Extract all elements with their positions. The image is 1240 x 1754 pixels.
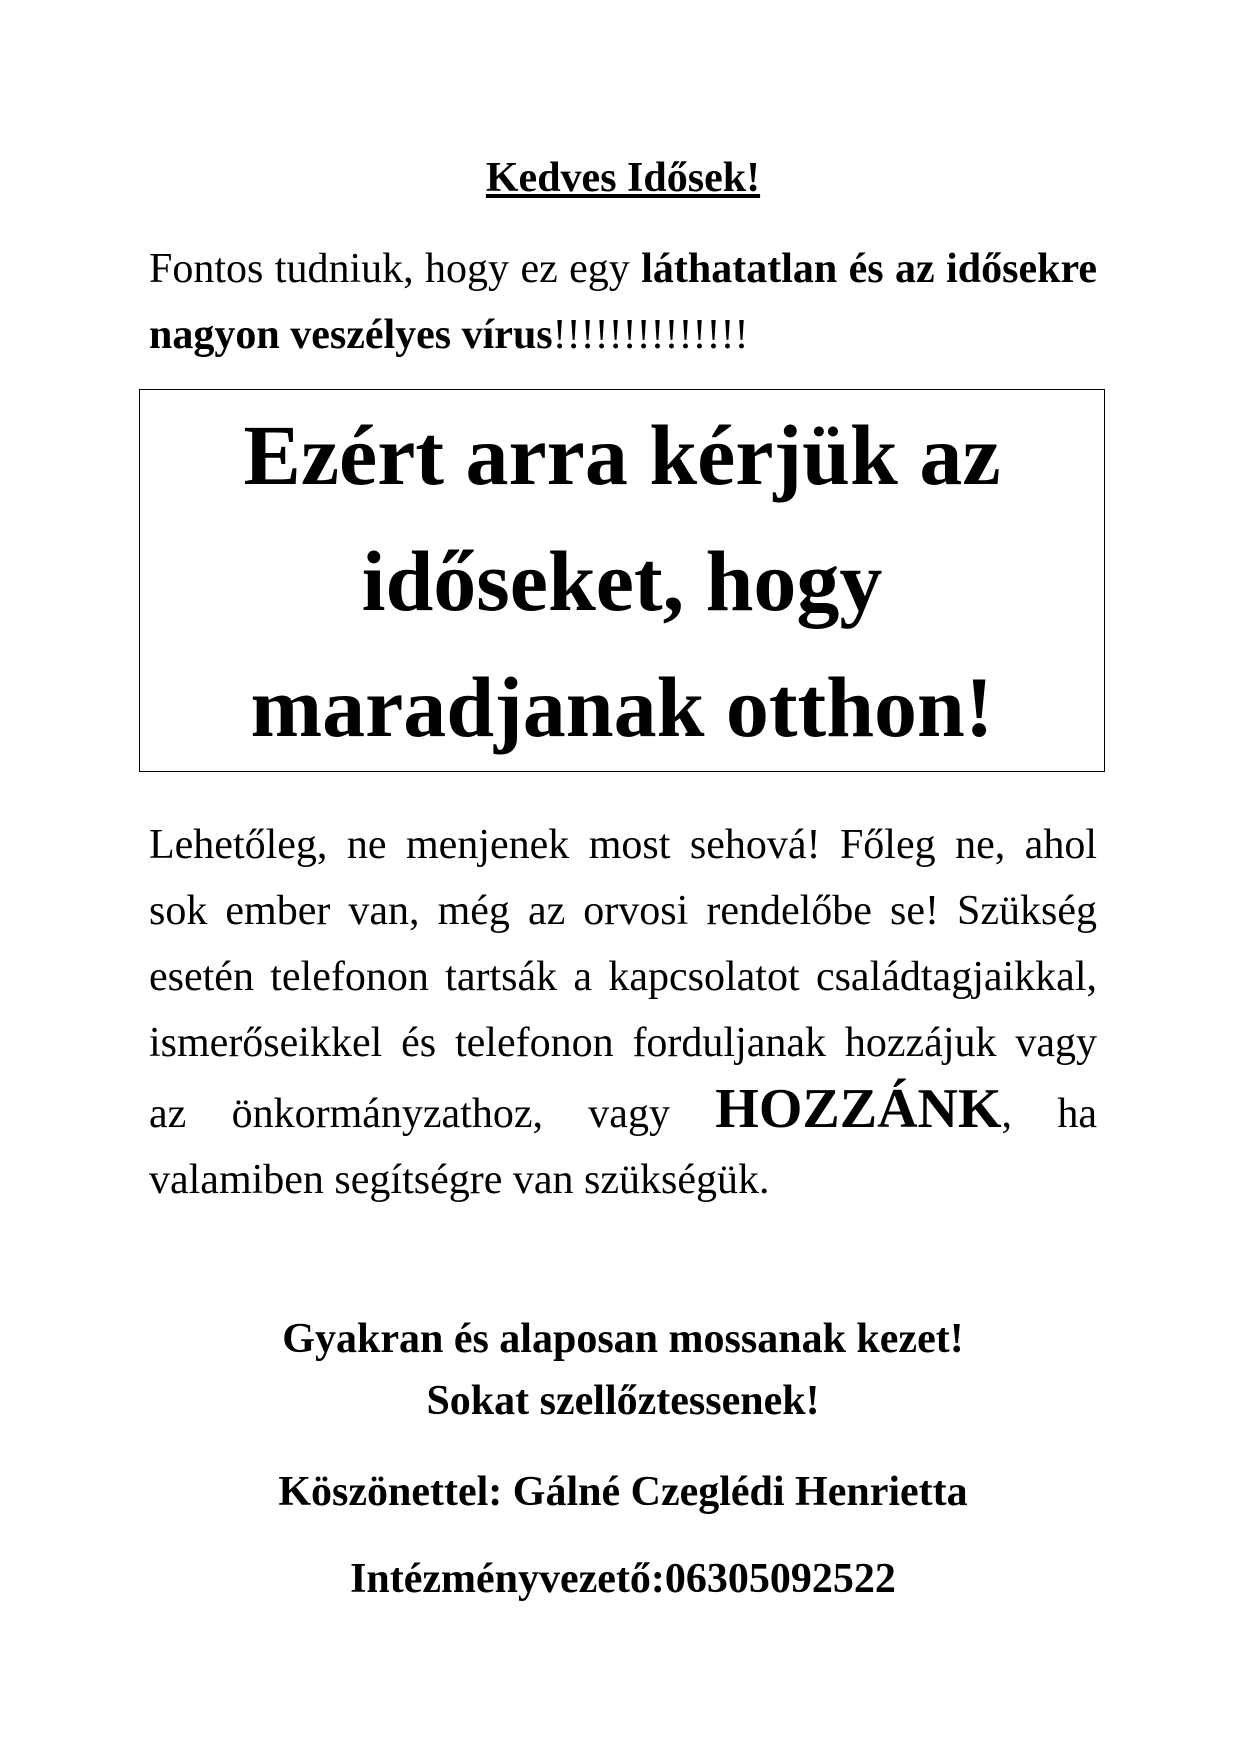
advice-text-start: Lehetőleg, ne menjenek most sehová! Főleg ne, ahol sok ember van, még az orvosi rendelőbe se! Szükség esetén telefonon tartsák a kapcsolatot családtagjaikkal, ismerőseikkel és telefonon forduljanak hozzájuk vagy az önkormányzathoz, vagy	[149, 822, 1097, 1137]
intro-paragraph	[149, 236, 1097, 368]
callout-line-1: Ezért arra kérjük az	[243, 407, 1001, 503]
signature-line: Köszönettel: Gálné Czeglédi Henrietta	[278, 1469, 968, 1515]
advice-text-end: , ha valamiben segítségre van szükségük.	[149, 1091, 1097, 1203]
notice-page	[149, 0, 1097, 1754]
page-heading: Kedves Idősek!	[485, 155, 761, 201]
stay-home-callout-box	[139, 389, 1105, 772]
callout-line-2: időseket, hogy	[361, 533, 883, 629]
intro-text: Fontos tudniuk, hogy ez egy	[149, 246, 642, 292]
intro-exclamations: !!!!!!!!!!!!!!	[552, 312, 749, 358]
intro-warning: láthatatlan és az idősekre nagyon veszélyes vírus	[149, 246, 1097, 358]
advice-paragraph	[149, 812, 1097, 1213]
callout-line-3: maradjanak otthon!	[250, 659, 994, 755]
hygiene-tips	[149, 1308, 1097, 1432]
contact-line: Intézményvezető:06305092522	[350, 1556, 896, 1602]
tip-wash-hands: Gyakran és alaposan mossanak kezet!	[282, 1316, 964, 1362]
tip-ventilate: Sokat szellőztessenek!	[426, 1378, 820, 1424]
advice-emphasis: HOZZÁNK	[715, 1078, 1002, 1140]
